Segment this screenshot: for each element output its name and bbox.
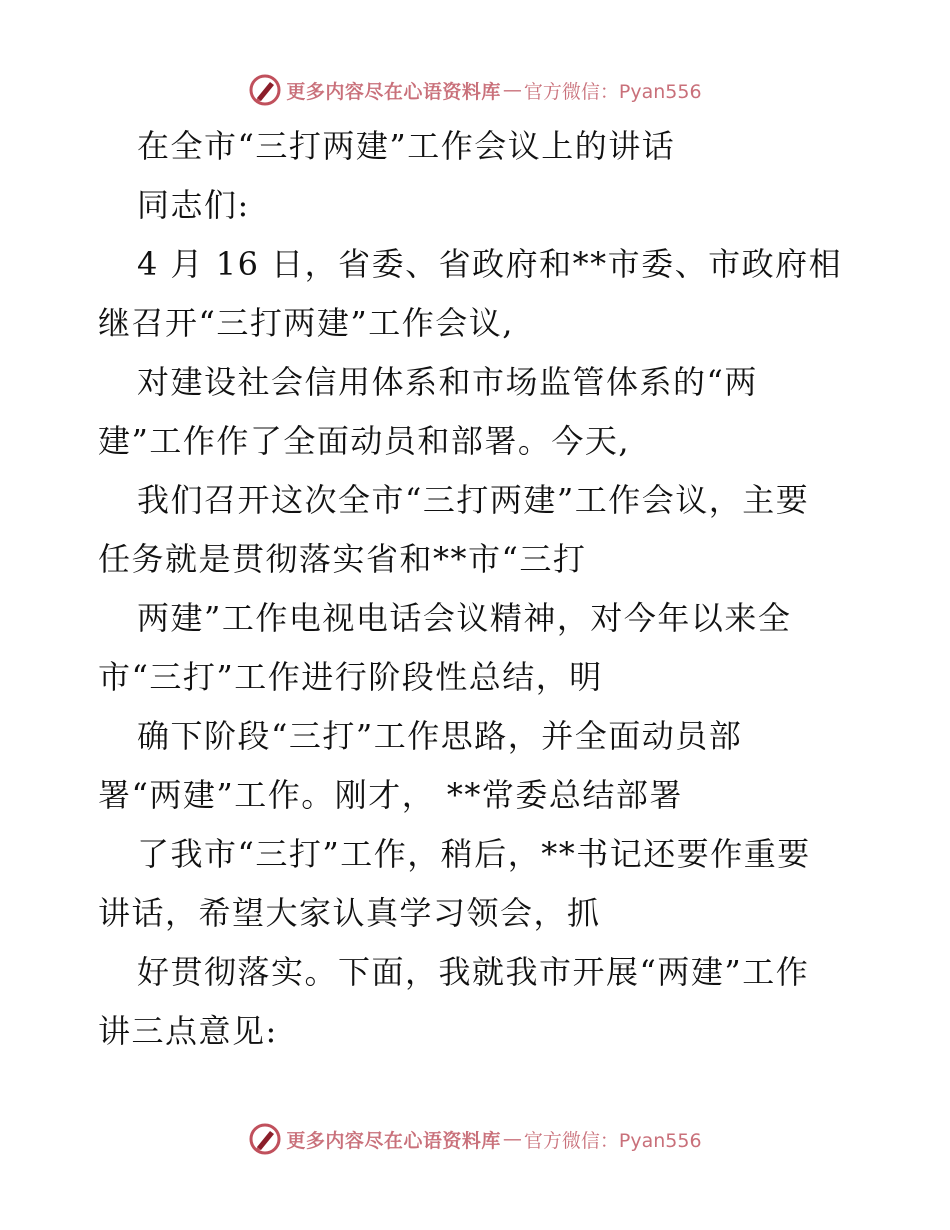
pen-logo-icon <box>248 1122 282 1156</box>
footer-banner-contact: 官方微信：Pyan556 <box>523 1129 702 1152</box>
document-line: 了我市“三打”工作，稍后，**书记还要作重要 <box>137 835 811 873</box>
header-banner-contact: 官方微信：Pyan556 <box>523 80 702 103</box>
footer-watermark-banner <box>0 1121 950 1157</box>
document-line: 任务就是贯彻落实省和**市“三打 <box>98 540 587 578</box>
document-line: 市“三打”工作进行阶段性总结，明 <box>98 658 603 696</box>
document-line: 继召开“三打两建”工作会议, <box>98 304 514 342</box>
header-banner-text: 更多内容尽在心语资料库 <box>286 80 501 103</box>
header-banner-separator: — <box>502 79 522 101</box>
document-line: 建”工作作了全面动员和部署。今天, <box>98 422 631 460</box>
document-line: 署“两建”工作。刚才， **常委总结部署 <box>98 776 683 814</box>
document-line: 对建设社会信用体系和市场监管体系的“两 <box>137 363 758 401</box>
pen-logo-icon <box>248 73 282 107</box>
document-line: 4 月 16 日，省委、省政府和**市委、市政府相 <box>137 245 843 283</box>
document-line: 两建”工作电视电话会议精神，对今年以来全 <box>137 599 792 637</box>
document-line: 确下阶段“三打”工作思路，并全面动员部 <box>137 717 743 755</box>
document-line: 讲话，希望大家认真学习领会，抓 <box>98 894 601 932</box>
document-line: 讲三点意见: <box>98 1012 278 1050</box>
document-line: 我们召开这次全市“三打两建”工作会议，主要 <box>137 481 810 519</box>
header-watermark-banner <box>0 72 950 108</box>
footer-banner-separator: — <box>502 1128 522 1150</box>
document-line: 同志们: <box>137 186 250 224</box>
document-title: 在全市“三打两建”工作会议上的讲话 <box>137 127 676 165</box>
document-line: 好贯彻落实。下面，我就我市开展“两建”工作 <box>137 953 810 991</box>
footer-banner-text: 更多内容尽在心语资料库 <box>286 1129 501 1152</box>
